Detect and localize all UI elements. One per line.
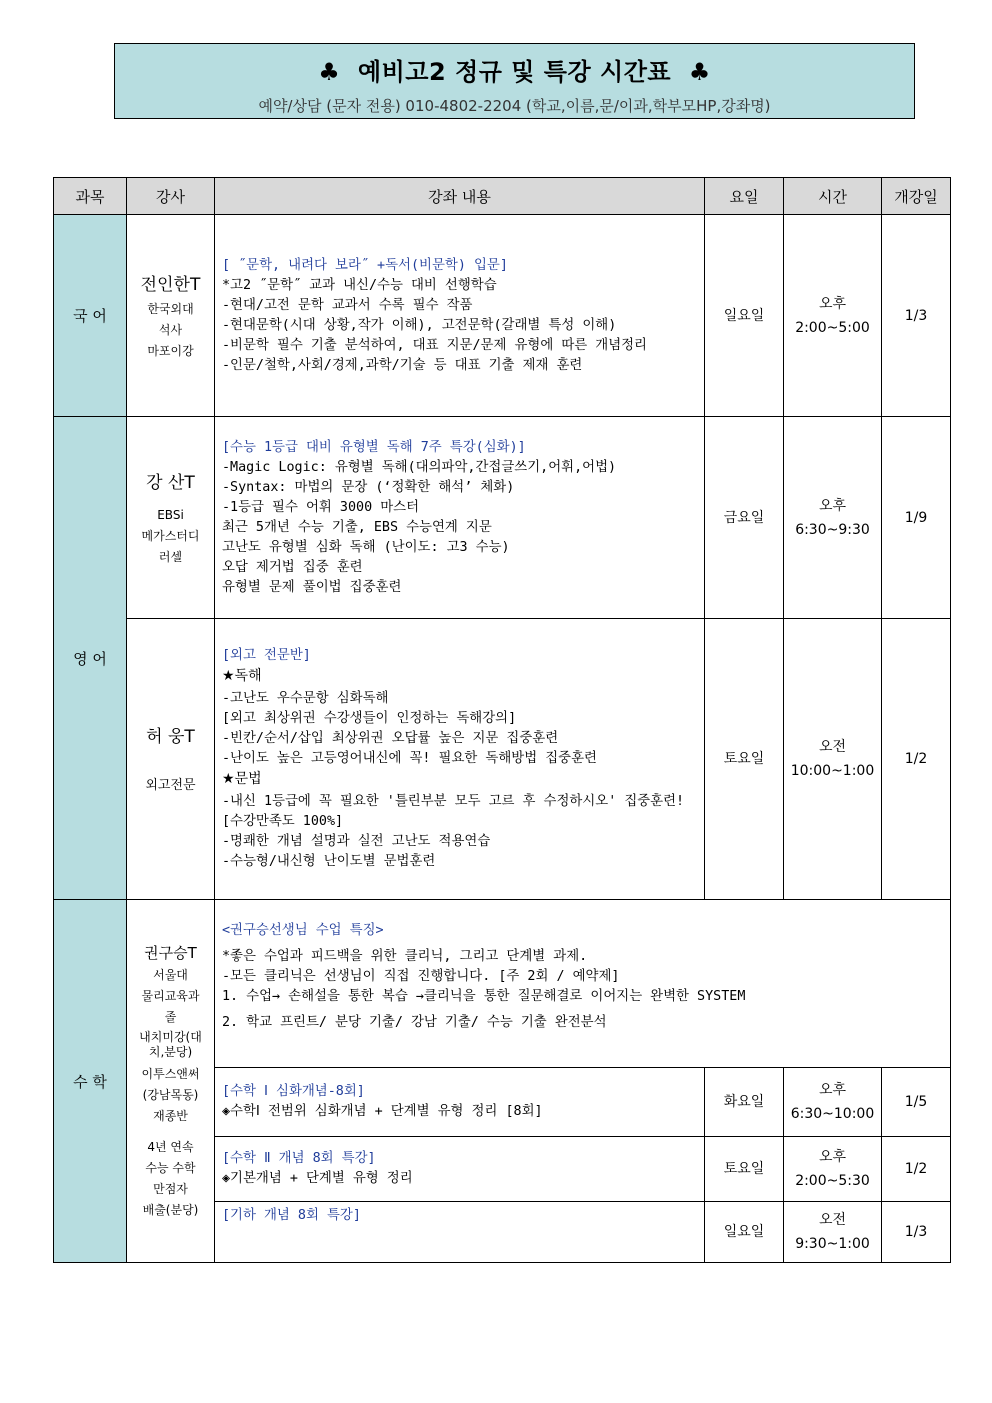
day-cell: 일요일 xyxy=(705,1202,784,1263)
course-line: -난이도 높은 고등영어내신에 꼭! 필요한 독해방법 집중훈련 xyxy=(222,751,597,766)
course-title: [수학 Ⅰ 심화개념-8회] xyxy=(222,1084,365,1099)
feature-line: -모든 클리닉은 선생님이 직접 진행합니다. [주 2회 / 예약제] xyxy=(222,968,620,984)
start-cell: 1/3 xyxy=(882,1202,951,1263)
feature-line: 2. 학교 프린트/ 분당 기출/ 강남 기출/ 수능 기출 완전분석 xyxy=(222,1014,607,1030)
subject-math: 수 학 xyxy=(54,900,127,1263)
time-period: 오전 xyxy=(818,1212,847,1228)
day-cell: 토요일 xyxy=(705,619,784,900)
course-line: -고난도 우수문항 심화독해 xyxy=(222,691,389,706)
course-line: ◈기본개념 + 단계별 유형 정리 xyxy=(222,1171,413,1186)
teacher-desc: 내치미강(대치,분당) xyxy=(139,1029,202,1059)
teacher-desc: (강남목동) xyxy=(142,1087,199,1102)
feature-line: 1. 수업→ 손해설을 통한 복습 →클리닉을 통한 질문해결로 이어지는 완벽한 SYSTEM xyxy=(222,988,746,1004)
time-range: 2:00~5:00 xyxy=(795,319,870,336)
time-range: 10:00~1:00 xyxy=(790,763,875,779)
time-range: 6:30~9:30 xyxy=(795,521,870,538)
course-content xyxy=(215,215,705,417)
course-line: 유형별 문제 풀이법 집중훈련 xyxy=(222,579,402,595)
teacher-desc: 졸 xyxy=(164,1009,177,1024)
time-period: 오후 xyxy=(818,295,847,312)
club-icon: ♣ xyxy=(318,58,341,86)
contact-info: 예약/상담 (문자 전용) 010-4802-2204 (학교,이름,문/이과,학부모HP,강좌명) xyxy=(258,97,771,115)
teacher-desc: 석사 xyxy=(158,322,183,337)
course-line: [외고 최상위권 수강생들이 인정하는 독해강의] xyxy=(222,711,517,726)
time-period: 오후 xyxy=(818,1149,847,1165)
time-cell xyxy=(784,1202,882,1263)
course-line: -비문학 필수 기출 분석하여, 대표 지문/문제 유형에 따른 개념정리 xyxy=(222,337,647,353)
time-range: 9:30~1:00 xyxy=(795,1236,870,1252)
course-content xyxy=(215,1068,705,1137)
teacher-desc: 재종반 xyxy=(153,1108,188,1123)
course-line: -Magic Logic: 유형별 독해(대의파악,간접글쓰기,어휘,어법) xyxy=(222,459,617,475)
subject-korean: 국 어 xyxy=(54,215,127,417)
header-row xyxy=(54,178,951,215)
col-content: 강좌 내용 xyxy=(215,178,705,215)
day-cell: 토요일 xyxy=(705,1137,784,1202)
teacher-desc: 메가스터디 xyxy=(141,528,200,543)
start-cell: 1/3 xyxy=(882,215,951,417)
subject-english: 영 어 xyxy=(54,417,127,900)
header-box xyxy=(114,43,915,119)
teacher-cell xyxy=(127,215,215,417)
col-time: 시간 xyxy=(784,178,882,215)
course-line: -명쾌한 개념 설명과 실전 고난도 적용연습 xyxy=(222,834,491,849)
time-range: 6:30~10:00 xyxy=(790,1106,875,1122)
teacher-desc: 수능 수학 xyxy=(145,1160,196,1175)
teacher-cell xyxy=(127,900,215,1263)
start-cell: 1/2 xyxy=(882,1137,951,1202)
teacher-desc: 마포이강 xyxy=(147,343,194,358)
table-row xyxy=(54,417,951,619)
teacher-desc: 외고전문 xyxy=(145,778,196,793)
teacher-desc: 만점자 xyxy=(153,1181,188,1196)
course-line: -내신 1등급에 꼭 필요한 '틀린부분 모두 고르 후 수정하시오' 집중훈련! [수강만족도 100%] xyxy=(222,794,693,829)
section-heading: ★독해 xyxy=(222,668,262,684)
time-period: 오후 xyxy=(818,1082,847,1098)
table-row xyxy=(54,900,951,1068)
course-title: [외고 전문반] xyxy=(222,648,311,663)
course-line: -수능형/내신형 난이도별 문법훈련 xyxy=(222,854,436,869)
col-day: 요일 xyxy=(705,178,784,215)
teacher-desc: 물리교육과 xyxy=(141,988,200,1003)
time-cell xyxy=(784,1137,882,1202)
teacher-desc: 한국외대 xyxy=(147,301,194,316)
course-line: -Syntax: 마법의 문장 (‘정확한 해석’ 체화) xyxy=(222,479,515,495)
day-cell: 금요일 xyxy=(705,417,784,619)
col-start: 개강일 xyxy=(882,178,951,215)
features-title: <권구승선생님 수업 특징> xyxy=(222,922,384,938)
time-cell xyxy=(784,215,882,417)
teacher-name: 강 산T xyxy=(146,472,195,493)
club-icon: ♣ xyxy=(688,58,711,86)
section-heading: ★문법 xyxy=(222,771,262,787)
features-content xyxy=(215,900,951,1068)
teacher-desc: 4년 연속 xyxy=(147,1139,194,1154)
teacher-desc: 러셀 xyxy=(158,549,183,564)
course-title: [수능 1등급 대비 유형별 독해 7주 특강(심화)] xyxy=(222,439,526,455)
course-line: 고난도 유형별 심화 독해 (난이도: 고3 수능) xyxy=(222,539,510,555)
course-line: -현대/고전 문학 교과서 수록 필수 작품 xyxy=(222,297,473,313)
page-title xyxy=(115,52,914,87)
teacher-name: 전인한T xyxy=(140,274,201,295)
course-line: 오답 제거법 집중 훈련 xyxy=(222,559,363,575)
teacher-desc: 배출(분당) xyxy=(142,1202,199,1217)
col-teacher: 강사 xyxy=(127,178,215,215)
start-cell: 1/2 xyxy=(882,619,951,900)
course-line: -인문/철학,사회/경제,과학/기술 등 대표 기출 제재 훈련 xyxy=(222,357,583,373)
time-range: 2:00~5:30 xyxy=(795,1173,870,1189)
course-content xyxy=(215,417,705,619)
teacher-desc: EBSi xyxy=(157,507,184,522)
day-cell: 화요일 xyxy=(705,1068,784,1137)
teacher-desc: 이투스앤써 xyxy=(141,1066,200,1081)
page-title-text: 예비고2 정규 및 특강 시간표 xyxy=(357,58,672,86)
course-line: 최근 5개년 수능 기출, EBS 수능연계 지문 xyxy=(222,519,492,535)
course-title: [ ˝문학, 내려다 보라˝ +독서(비문학) 입문] xyxy=(222,257,508,273)
course-content xyxy=(215,619,705,900)
teacher-name: 권구승T xyxy=(144,943,197,962)
course-content xyxy=(215,1202,705,1263)
table-row xyxy=(54,215,951,417)
teacher-name: 허 웅T xyxy=(146,727,195,747)
course-line: ◈수학Ⅰ 전범위 심화개념 + 단계별 유형 정리 [8회] xyxy=(222,1104,543,1119)
feature-line: *좋은 수업과 피드백을 위한 클리닉, 그리고 단계별 과제. xyxy=(222,948,588,964)
schedule-table xyxy=(53,177,951,1263)
time-cell xyxy=(784,417,882,619)
course-title: [수학 Ⅱ 개념 8회 특강] xyxy=(222,1151,376,1166)
course-line: -현대문학(시대 상황,작가 이해), 고전문학(갈래별 특성 이해) xyxy=(222,317,617,333)
course-line: *고2 ˝문학˝ 교과 내신/수능 대비 선행학습 xyxy=(222,277,497,293)
time-period: 오전 xyxy=(818,739,847,755)
course-line: -빈칸/순서/삽입 최상위권 오답률 높은 지문 집중훈련 xyxy=(222,731,559,746)
time-cell xyxy=(784,1068,882,1137)
time-period: 오후 xyxy=(818,497,847,514)
teacher-cell xyxy=(127,417,215,619)
col-subject: 과목 xyxy=(54,178,127,215)
day-cell: 일요일 xyxy=(705,215,784,417)
teacher-cell xyxy=(127,619,215,900)
course-line: -1등급 필수 어휘 3000 마스터 xyxy=(222,499,420,515)
course-content xyxy=(215,1137,705,1202)
time-cell xyxy=(784,619,882,900)
start-cell: 1/9 xyxy=(882,417,951,619)
start-cell: 1/5 xyxy=(882,1068,951,1137)
teacher-desc: 서울대 xyxy=(153,967,188,982)
course-title: [기하 개념 8회 특강] xyxy=(222,1208,361,1223)
table-row xyxy=(54,619,951,900)
